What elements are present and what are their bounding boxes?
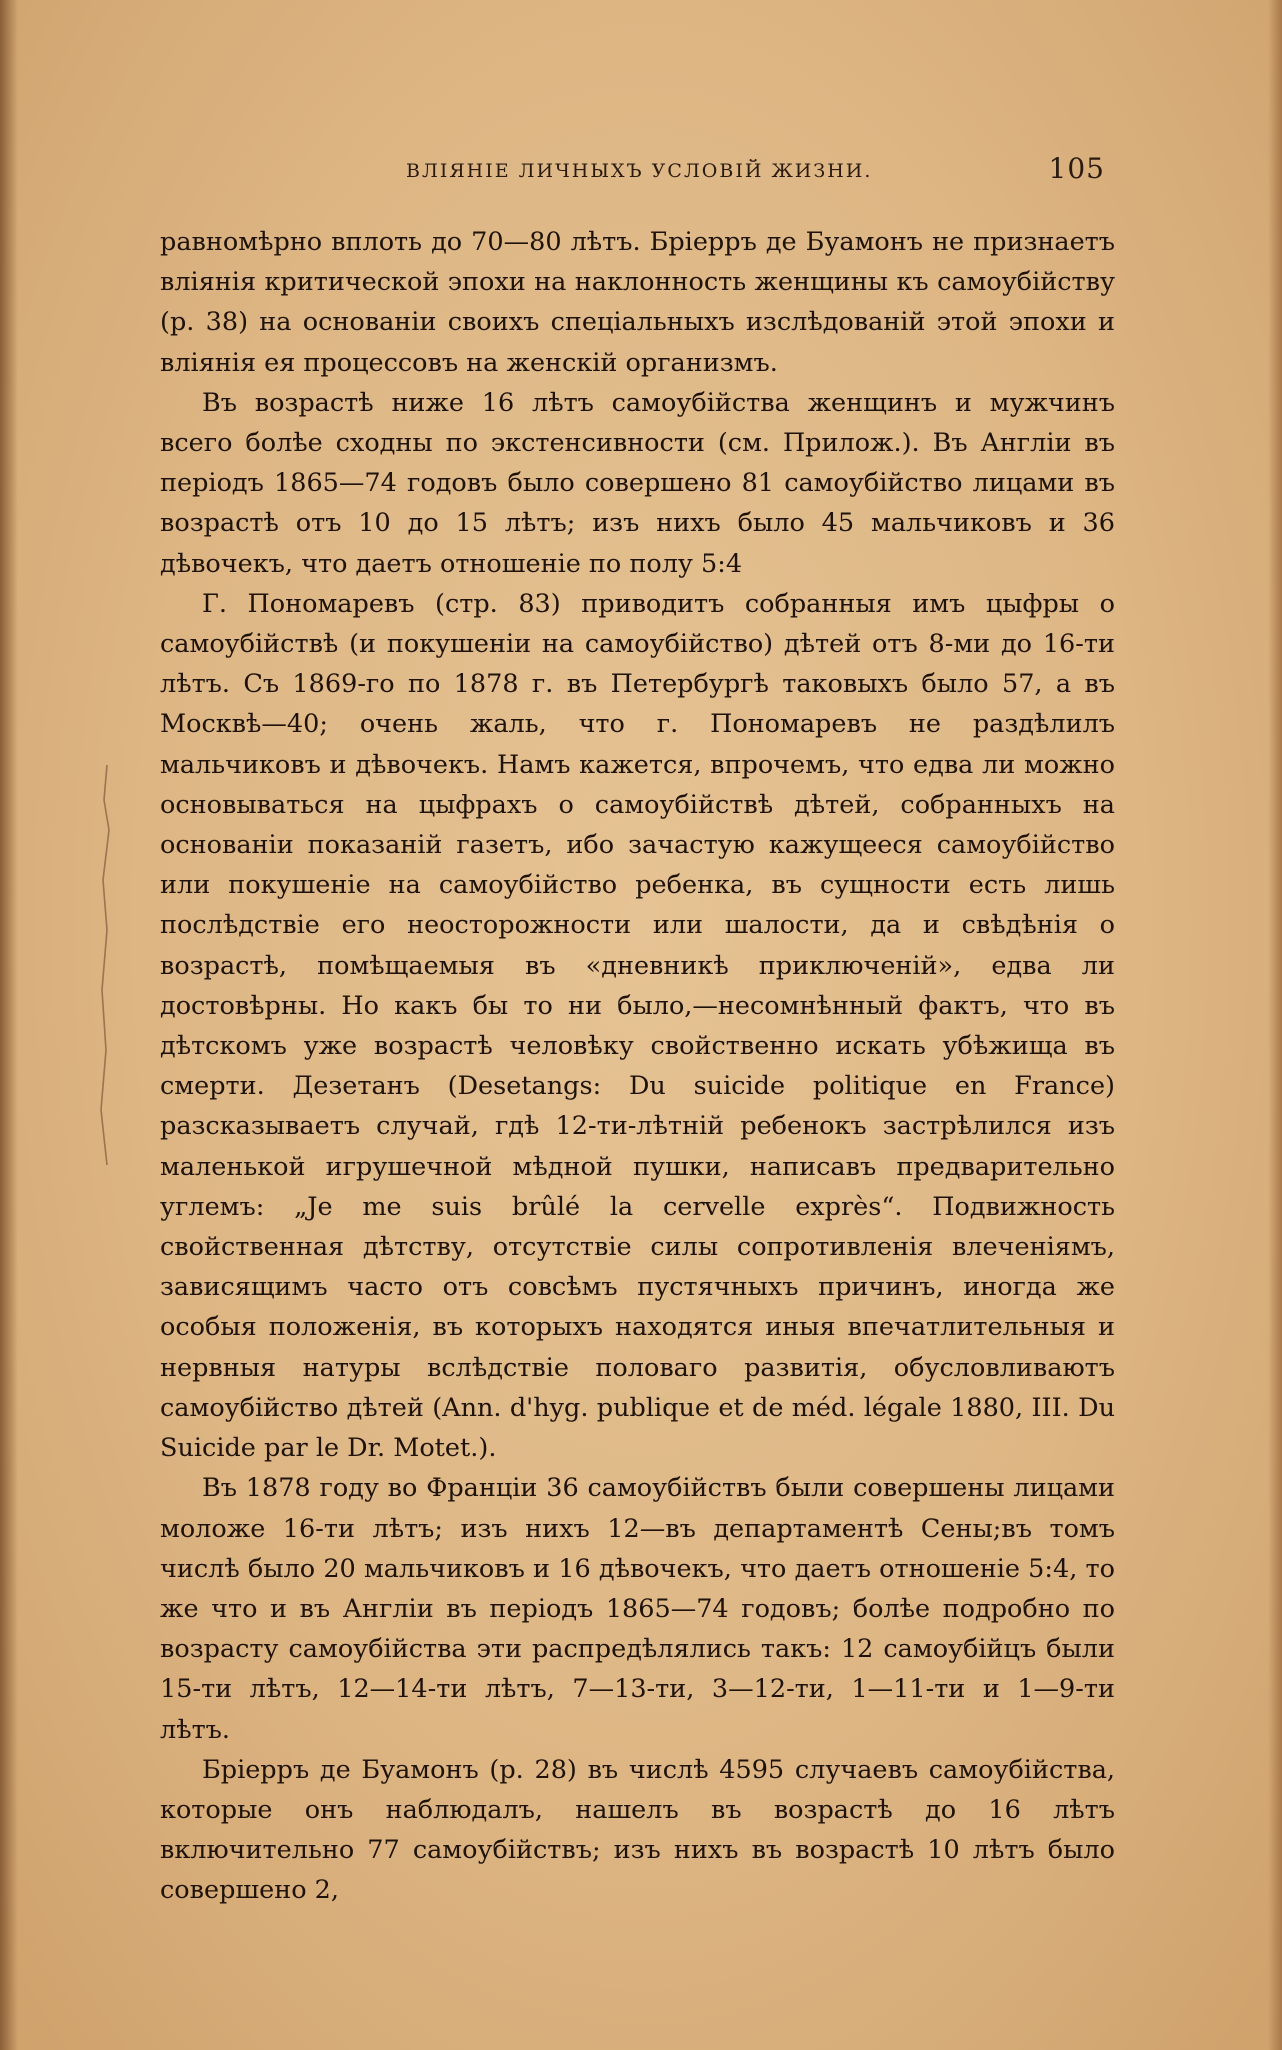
page-number: 105 — [1048, 152, 1105, 185]
body-text — [160, 222, 1115, 1911]
running-title: ВЛІЯНІЕ ЛИЧНЫХЪ УСЛОВІЙ ЖИЗНИ. — [406, 160, 873, 182]
paragraph: Бріерръ де Буамонъ (p. 28) въ числѣ 4595 случаевъ самоубійства, которые онъ наблюдалъ, нашелъ въ возрастѣ до 16 лѣтъ включительно 77 самоубійствъ; изъ нихъ въ возрастѣ 10 лѣтъ было совершено 2, — [160, 1754, 1115, 1906]
paragraph: Г. Пономаревъ (стр. 83) приводитъ собранныя имъ цыфры о самоубійствѣ (и покушеніи на самоубійство) дѣтей отъ 8-ми до 16-ти лѣтъ. Съ 1869-го по 1878 г. въ Петербургѣ таковыхъ было 57, а въ Москвѣ—40; очень жаль, что г. Пономаревъ не раздѣлилъ мальчиковъ и дѣвочекъ. Намъ кажется, впрочемъ, что едва ли можно основываться на цыфрахъ о самоубійствѣ дѣтей, собранныхъ на основаніи показаній газетъ, ибо зачастую кажущееся самоубійство или покушеніе на самоубійство ребенка, въ сущности есть лишь послѣдствіе его неосторожности или шалости, да и свѣдѣнія о возрастѣ, помѣщаемыя въ «дневникѣ приключеній», едва ли достовѣрны. Но какъ бы то ни было,—несомнѣнный фактъ, что въ дѣтскомъ уже возрастѣ человѣку свойственно искать убѣжища въ смерти. Дезетанъ (Desetangs: Du suicide politique en France) разсказываетъ случай, гдѣ 12-ти-лѣтній ребенокъ застрѣлился изъ маленькой игрушечной мѣдной пушки, написавъ предварительно углемъ: „Je me suis brûlé la cervelle exprès“. Подвижность свойственная дѣтству, отсутствіе силы сопротивленія влеченіямъ, зависящимъ часто отъ совсѣмъ пустячныхъ причинъ, иногда же особыя положенія, въ которыхъ находятся иныя впечатлительныя и нервныя натуры вслѣдствіе половаго развитія, обусловливаютъ самоубійство дѣтей (Ann. d'hyg. publique et de méd. légale 1880, III. Du Suicide par le Dr. Motet.). — [160, 588, 1115, 1464]
running-header — [160, 152, 1105, 192]
page-edge-shadow-left — [0, 0, 18, 2050]
page-edge-shadow-right — [1268, 0, 1282, 2050]
paragraph: равномѣрно вплоть до 70—80 лѣтъ. Бріерръ де Буамонъ не признаетъ вліянія критической эпохи на наклонность женщины къ самоубійству (p. 38) на основаніи своихъ спеціальныхъ изслѣдованій этой эпохи и вліянія ея процессовъ на женскій организмъ. — [160, 227, 1115, 378]
paragraph: Въ 1878 году во Франціи 36 самоубійствъ были совершены лицами моложе 16-ти лѣтъ; изъ нихъ 12—въ департаментѣ Сены;въ томъ числѣ было 20 мальчиковъ и 16 дѣвочекъ, что даетъ отношеніе 5:4, то же что и въ Англіи въ періодъ 1865—74 годовъ; болѣе подробно по возрасту самоубійства эти распредѣлялись такъ: 12 самоубійцъ были 15-ти лѣтъ, 12—14-ти лѣтъ, 7—13-ти, 3—12-ти, 1—11-ти и 1—9-ти лѣтъ. — [160, 1473, 1115, 1745]
pencil-margin-mark — [95, 760, 115, 1170]
paragraph: Въ возрастѣ ниже 16 лѣтъ самоубійства женщинъ и мужчинъ всего болѣе сходны по экстенсивности (см. Прилож.). Въ Англіи въ періодъ 1865—74 годовъ было совершено 81 самоубійство лицами въ возрастѣ отъ 10 до 15 лѣтъ; изъ нихъ было 45 мальчиковъ и 36 дѣвочекъ, что даетъ отношеніе по полу 5:4 — [160, 387, 1115, 579]
